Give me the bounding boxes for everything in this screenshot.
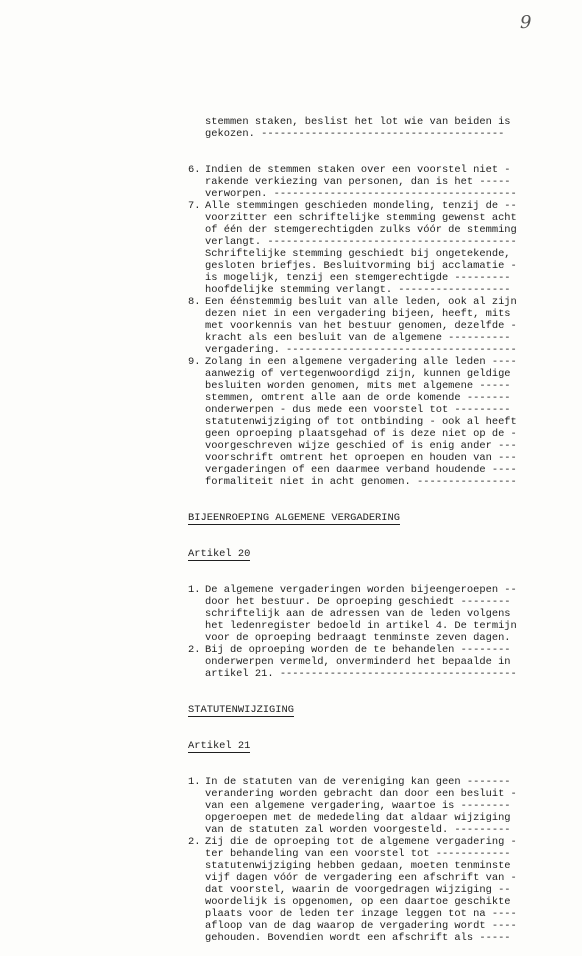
text-line: dezen niet in een vergadering bijeen, heeft, mits xyxy=(205,308,511,320)
text-line: door het bestuur. De oproeping geschiedt -------- xyxy=(205,596,511,608)
text-line: onderwerpen - dus mede een voorstel tot --------- xyxy=(205,404,511,416)
text-line: statutenwijziging hebben gedaan, moeten tenminste xyxy=(205,860,511,872)
article-21-heading: Artikel 21 xyxy=(188,740,251,752)
article-20-items xyxy=(188,584,560,680)
text-line: van een algemene vergadering, waartoe is -------- xyxy=(205,800,511,812)
text-line: schriftelijk aan de adressen van de leden volgens xyxy=(205,608,511,620)
text-line: van de statuten zal worden voorgesteld. --------- xyxy=(205,824,511,836)
text-line: gekozen. --------------------------------------- xyxy=(205,128,505,140)
text-line: voorgeschreven wijze geschied of is enig ander --- xyxy=(205,440,517,452)
text-line: woordelijk is opgenomen, op een daartoe geschikte xyxy=(205,896,511,908)
text-line: voorschrift omtrent het oproepen en houden van --- xyxy=(205,452,517,464)
text-line: ter behandeling van een voorstel tot ------------ xyxy=(205,848,511,860)
text-line: Schriftelijke stemming geschiedt bij ongetekende, xyxy=(205,248,511,260)
text-line: vergaderingen of een daarmee verband houdende ---- xyxy=(205,464,517,476)
list-item xyxy=(188,776,560,836)
text-line: opgeroepen met de mededeling dat aldaar wijziging xyxy=(205,812,511,824)
text-line: artikel 21. -------------------------------------- xyxy=(205,668,517,680)
text-line: Zolang in een algemene vergadering alle leden ---- xyxy=(205,356,517,368)
list-item xyxy=(188,200,560,296)
text-line: geen oproeping plaatsgehad of is deze niet op de - xyxy=(205,428,517,440)
section-heading-bijeenroeping: BIJEENROEPING ALGEMENE VERGADERING xyxy=(188,512,401,524)
text-line: Een éénstemmig besluit van alle leden, ook al zijn xyxy=(205,296,517,308)
text-line: verlangt. ---------------------------------------- xyxy=(205,236,517,248)
list-item xyxy=(188,356,560,488)
text-line: met voorkennis van het bestuur genomen, dezelfde - xyxy=(205,320,517,332)
intro-text xyxy=(188,116,560,140)
text-line: Alle stemmingen geschieden mondeling, tenzij de -- xyxy=(205,200,517,212)
text-line: verandering worden gebracht dan door een besluit - xyxy=(205,788,517,800)
text-line: voor de oproeping bedraagt tenminste zeven dagen. xyxy=(205,632,511,644)
text-line: onderwerpen vermeld, onverminderd het bepaalde in xyxy=(205,656,511,668)
text-line: aanwezig of vertegenwoordigd zijn, kunnen geldige xyxy=(205,368,511,380)
text-line: stemmen, omtrent alle aan de orde komende ------- xyxy=(205,392,511,404)
text-line: In de statuten van de vereniging kan geen ------- xyxy=(205,776,511,788)
text-line: De algemene vergaderingen worden bijeengeroepen -- xyxy=(205,584,517,596)
text-line: gesloten briefjes. Besluitvorming bij acclamatie - xyxy=(205,260,517,272)
text-line: hoofdelijke stemming verlangt. ------------------ xyxy=(205,284,511,296)
text-line: besluiten worden genomen, mits met algemene ----- xyxy=(205,380,511,392)
item-number: 9. xyxy=(188,356,201,368)
text-line: Zij die de oproeping tot de algemene vergadering - xyxy=(205,836,517,848)
text-line: vergadering. ------------------------------------- xyxy=(205,344,517,356)
list-item xyxy=(188,836,560,944)
list-item xyxy=(188,644,560,680)
article-21-items xyxy=(188,776,560,944)
text-line: kracht als een besluit van de algemene ---------- xyxy=(205,332,511,344)
text-line: gehouden. Bovendien wordt een afschrift als ----- xyxy=(205,932,511,944)
list-item xyxy=(188,296,560,356)
item-number: 1. xyxy=(188,776,201,788)
text-line: verworpen. --------------------------------------- xyxy=(205,188,517,200)
text-line: Bij de oproeping worden de te behandelen -------- xyxy=(205,644,511,656)
text-line: dat voorstel, waarin de voorgedragen wijziging -- xyxy=(205,884,511,896)
list-item xyxy=(188,584,560,644)
list-item xyxy=(188,164,560,200)
text-line: voorzitter een schriftelijke stemming gewenst acht xyxy=(205,212,517,224)
text-line: rakende verkiezing van personen, dan is het ----- xyxy=(205,176,511,188)
item-number: 6. xyxy=(188,164,201,176)
text-line: formaliteit niet in acht genomen. ---------------- xyxy=(205,476,517,488)
item-number: 8. xyxy=(188,296,201,308)
item-number: 2. xyxy=(188,836,201,848)
item-number: 2. xyxy=(188,644,201,656)
text-line: stemmen staken, beslist het lot wie van beiden is xyxy=(205,116,511,128)
document-body xyxy=(188,92,560,956)
page-number: 9 xyxy=(520,12,532,33)
text-line: afloop van de dag waarop de vergadering wordt ---- xyxy=(205,920,517,932)
item-number: 7. xyxy=(188,200,201,212)
text-line: het ledenregister bedoeld in artikel 4. De termijn xyxy=(205,620,517,632)
text-line: Indien de stemmen staken over een voorstel niet - xyxy=(205,164,511,176)
text-line: is mogelijk, tenzij een stemgerechtigde --------- xyxy=(205,272,511,284)
section-heading-statutenwijziging: STATUTENWIJZIGING xyxy=(188,704,295,716)
article-19-items xyxy=(188,164,560,488)
text-line: plaats voor de leden ter inzage leggen tot na ---- xyxy=(205,908,517,920)
text-line: of één der stemgerechtigden zulks vóór de stemming xyxy=(205,224,517,236)
article-20-heading: Artikel 20 xyxy=(188,548,251,560)
item-number: 1. xyxy=(188,584,201,596)
text-line: statutenwijziging of tot ontbinding - ook al heeft xyxy=(205,416,517,428)
text-line: vijf dagen vóór de vergadering een afschrift van - xyxy=(205,872,517,884)
